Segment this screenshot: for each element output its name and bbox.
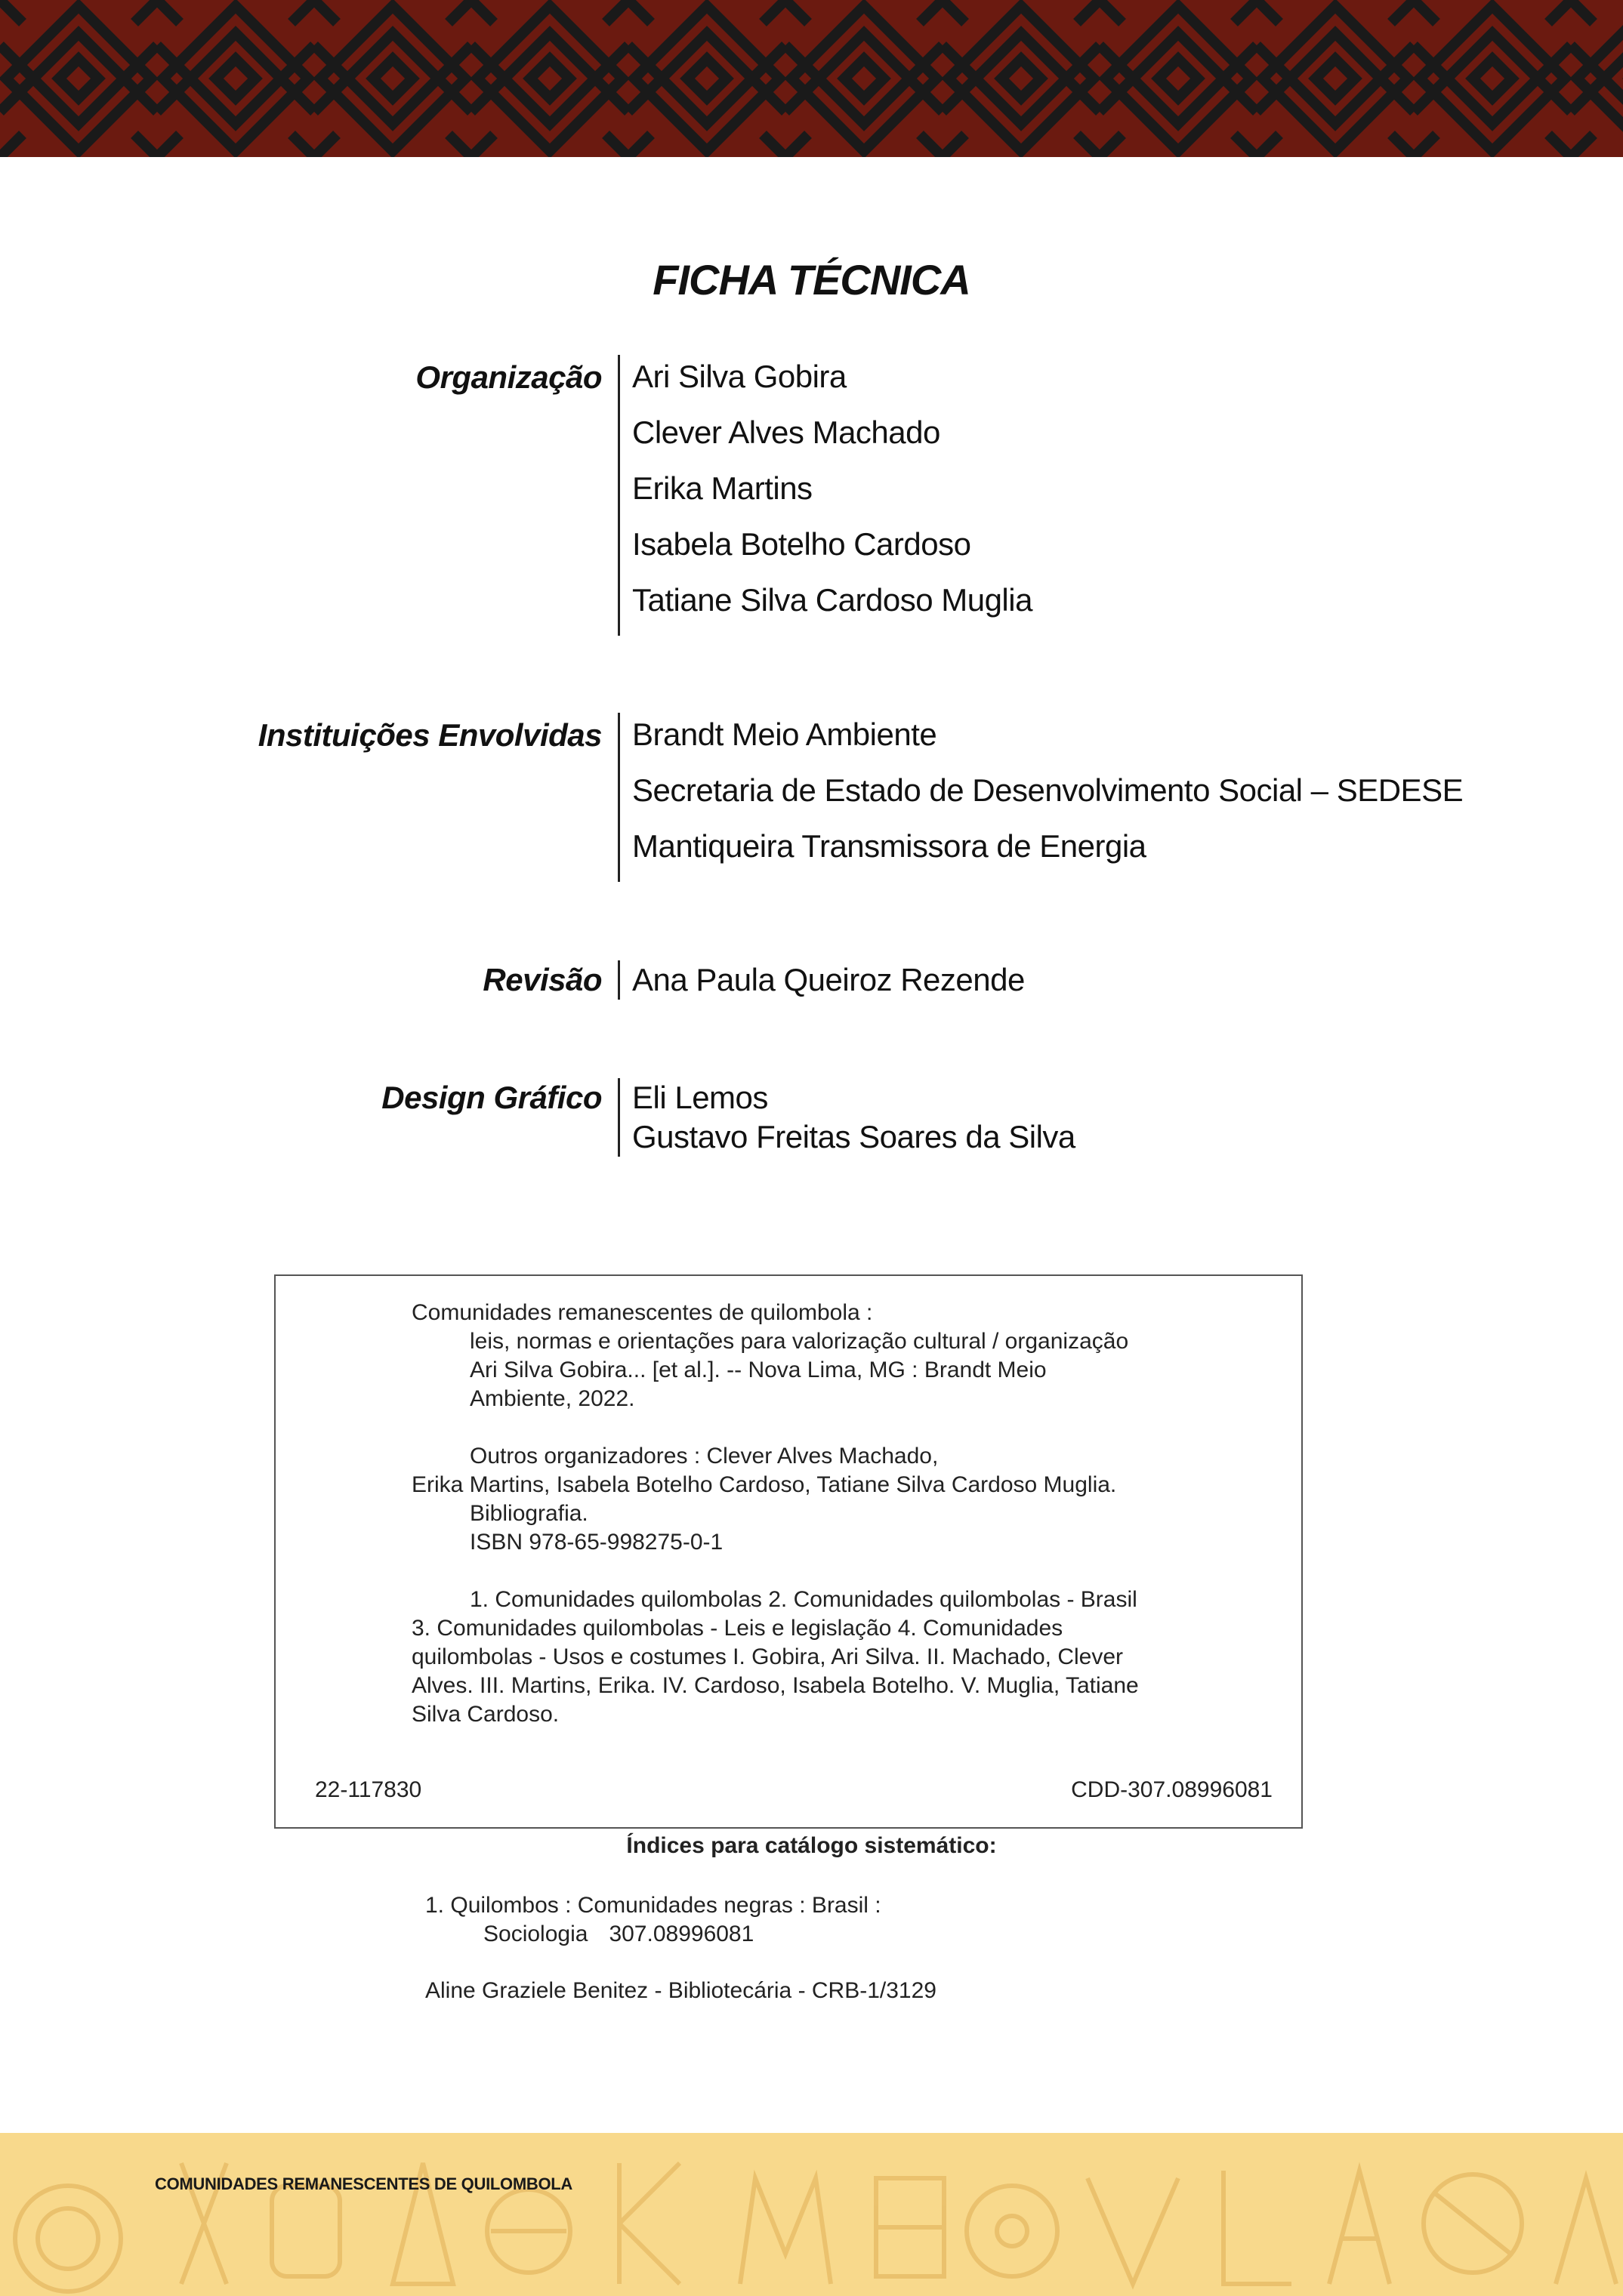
catalog-line: 1. Comunidades quilombolas 2. Comunidades quilombolas - Brasil (470, 1587, 1137, 1612)
list-item: Ari Silva Gobira (632, 359, 847, 394)
divider-bar (618, 960, 620, 1000)
list-item: Isabela Botelho Cardoso (632, 526, 971, 562)
footer-title: COMUNIDADES REMANESCENTES DE QUILOMBOLA (155, 2174, 572, 2193)
divider-bar (618, 1078, 620, 1157)
section-label: Design Gráfico (381, 1080, 602, 1115)
cdd-number: CDD-307.08996081 (1071, 1777, 1273, 1802)
name-list (632, 1078, 1075, 1157)
footer-pattern (0, 2133, 1623, 2296)
indices-subline (425, 1920, 881, 1949)
list-item: Erika Martins (632, 470, 813, 506)
page-title: FICHA TÉCNICA (653, 256, 970, 304)
top-pattern-band (0, 0, 1623, 157)
list-item: Eli Lemos (632, 1080, 768, 1115)
indices-title: Índices para catálogo sistemático: (626, 1833, 997, 1858)
list-item: Gustavo Freitas Soares da Silva (632, 1119, 1075, 1154)
catalog-line: ISBN 978-65-998275-0-1 (470, 1530, 724, 1555)
indices-subject: Sociologia (483, 1922, 588, 1946)
section-label: Organização (415, 359, 602, 395)
catalog-line: Ambiente, 2022. (470, 1386, 635, 1411)
catalog-line: Comunidades remanescentes de quilombola : (412, 1300, 873, 1325)
catalog-line: 3. Comunidades quilombolas - Leis e legislação 4. Comunidades (412, 1616, 1063, 1641)
indices-entry (425, 1891, 881, 1949)
catalog-line: Erika Martins, Isabela Botelho Cardoso, Tatiane Silva Cardoso Muglia. (412, 1472, 1117, 1497)
catalog-body (412, 1299, 1205, 1729)
footer-band (0, 2133, 1623, 2296)
section-label: Revisão (483, 962, 602, 997)
list-item: Mantiqueira Transmissora de Energia (632, 828, 1146, 864)
librarian-credit: Aline Graziele Benitez - Bibliotecária - CRB-1/3129 (425, 1978, 936, 2003)
name-list (632, 960, 1025, 1000)
name-list (632, 349, 1032, 628)
indices-line: 1. Quilombos : Comunidades negras : Brasil : (425, 1893, 881, 1918)
divider-bar (618, 713, 620, 882)
catalog-line: Silva Cardoso. (412, 1702, 560, 1727)
catalog-line: Outros organizadores : Clever Alves Machado, (470, 1444, 939, 1469)
catalog-line: Bibliografia. (470, 1501, 588, 1526)
list-item: Brandt Meio Ambiente (632, 717, 937, 752)
catalog-line: Alves. III. Martins, Erika. IV. Cardoso, Isabela Botelho. V. Muglia, Tatiane (412, 1673, 1139, 1698)
catalog-number: 22-117830 (315, 1777, 422, 1802)
section-label: Instituições Envolvidas (258, 717, 602, 753)
list-item: Clever Alves Machado (632, 415, 940, 450)
catalog-card (274, 1274, 1303, 1829)
list-item: Tatiane Silva Cardoso Muglia (632, 582, 1032, 618)
name-list (632, 707, 1463, 874)
catalog-line: Ari Silva Gobira... [et al.]. -- Nova Lima, MG : Brandt Meio (470, 1358, 1047, 1382)
catalog-line: quilombolas - Usos e costumes I. Gobira, Ari Silva. II. Machado, Clever (412, 1644, 1124, 1669)
catalog-line: leis, normas e orientações para valorização cultural / organização (470, 1329, 1129, 1354)
list-item: Secretaria de Estado de Desenvolvimento Social – SEDESE (632, 772, 1464, 808)
list-item: Ana Paula Queiroz Rezende (632, 962, 1025, 997)
divider-bar (618, 355, 620, 636)
indices-code: 307.08996081 (609, 1922, 754, 1946)
